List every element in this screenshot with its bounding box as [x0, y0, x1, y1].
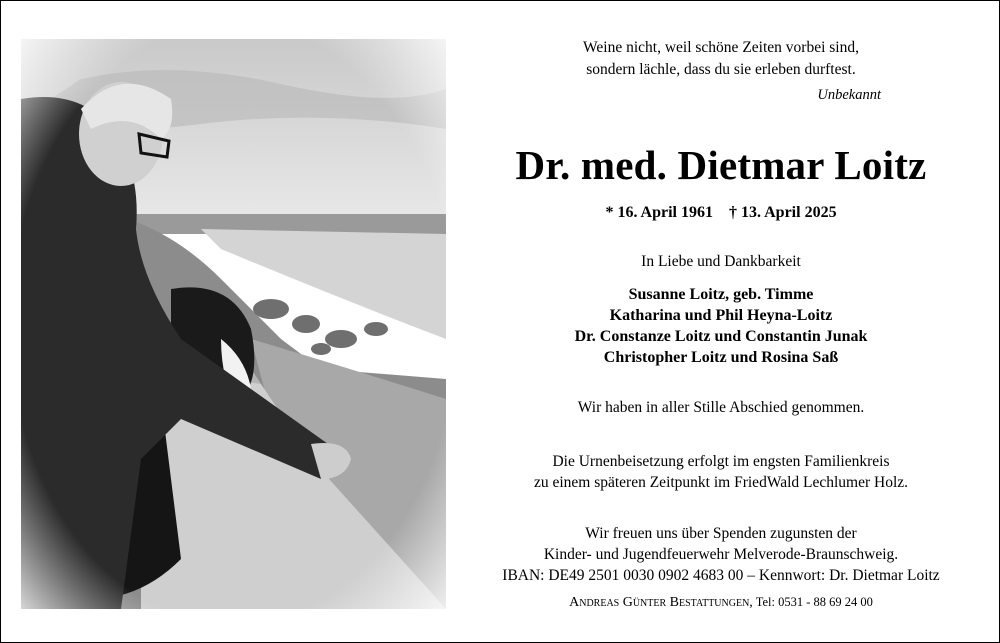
- quote-author: Unbekannt: [817, 87, 881, 103]
- quote-line: sondern lächle, dass du sie erleben durftest.: [586, 61, 856, 78]
- undertaker-footer: [471, 595, 971, 611]
- mourners-intro: In Liebe und Dankbarkeit: [641, 253, 801, 270]
- undertaker-phone: Tel: 0531 - 88 69 24 00: [755, 595, 873, 609]
- mourner-name: Susanne Loitz, geb. Timme: [628, 286, 814, 303]
- death-date: † 13. April 2025: [729, 204, 837, 221]
- farewell-text: Wir haben in aller Stille Abschied genommen.: [577, 399, 865, 416]
- undertaker-name: Andreas Günter Bestattungen,: [569, 595, 753, 610]
- burial-line: zu einem späteren Zeitpunkt im FriedWald Lechlumer Holz.: [533, 474, 909, 491]
- life-dates: [471, 204, 971, 222]
- donation-info: [471, 523, 971, 586]
- quote-line: Weine nicht, weil schöne Zeiten vorbei sind,: [583, 39, 859, 56]
- mourner-name: Dr. Constanze Loitz und Constantin Junak: [574, 328, 868, 345]
- burial-line: Die Urnenbeisetzung erfolgt im engsten Familienkreis: [552, 453, 890, 470]
- donation-line: Wir freuen uns über Spenden zugunsten der: [585, 525, 857, 542]
- donation-iban: IBAN: DE49 2501 0030 0902 4683 00 – Kennwort: Dr. Dietmar Loitz: [502, 567, 940, 584]
- obituary-text: [471, 1, 971, 642]
- quote: [471, 37, 971, 81]
- donation-line: Kinder- und Jugendfeuerwehr Melverode-Braunschweig.: [543, 546, 899, 563]
- memorial-photo: [21, 39, 446, 609]
- deceased-name: Dr. med. Dietmar Loitz: [515, 142, 927, 188]
- mourners-list: [471, 284, 971, 368]
- mourner-name: Christopher Loitz und Rosina Saß: [603, 349, 839, 366]
- photo-man-and-dog-at-beach: [21, 39, 446, 609]
- birth-date: * 16. April 1961: [605, 204, 713, 221]
- burial-info: [471, 451, 971, 493]
- mourner-name: Katharina und Phil Heyna-Loitz: [609, 307, 833, 324]
